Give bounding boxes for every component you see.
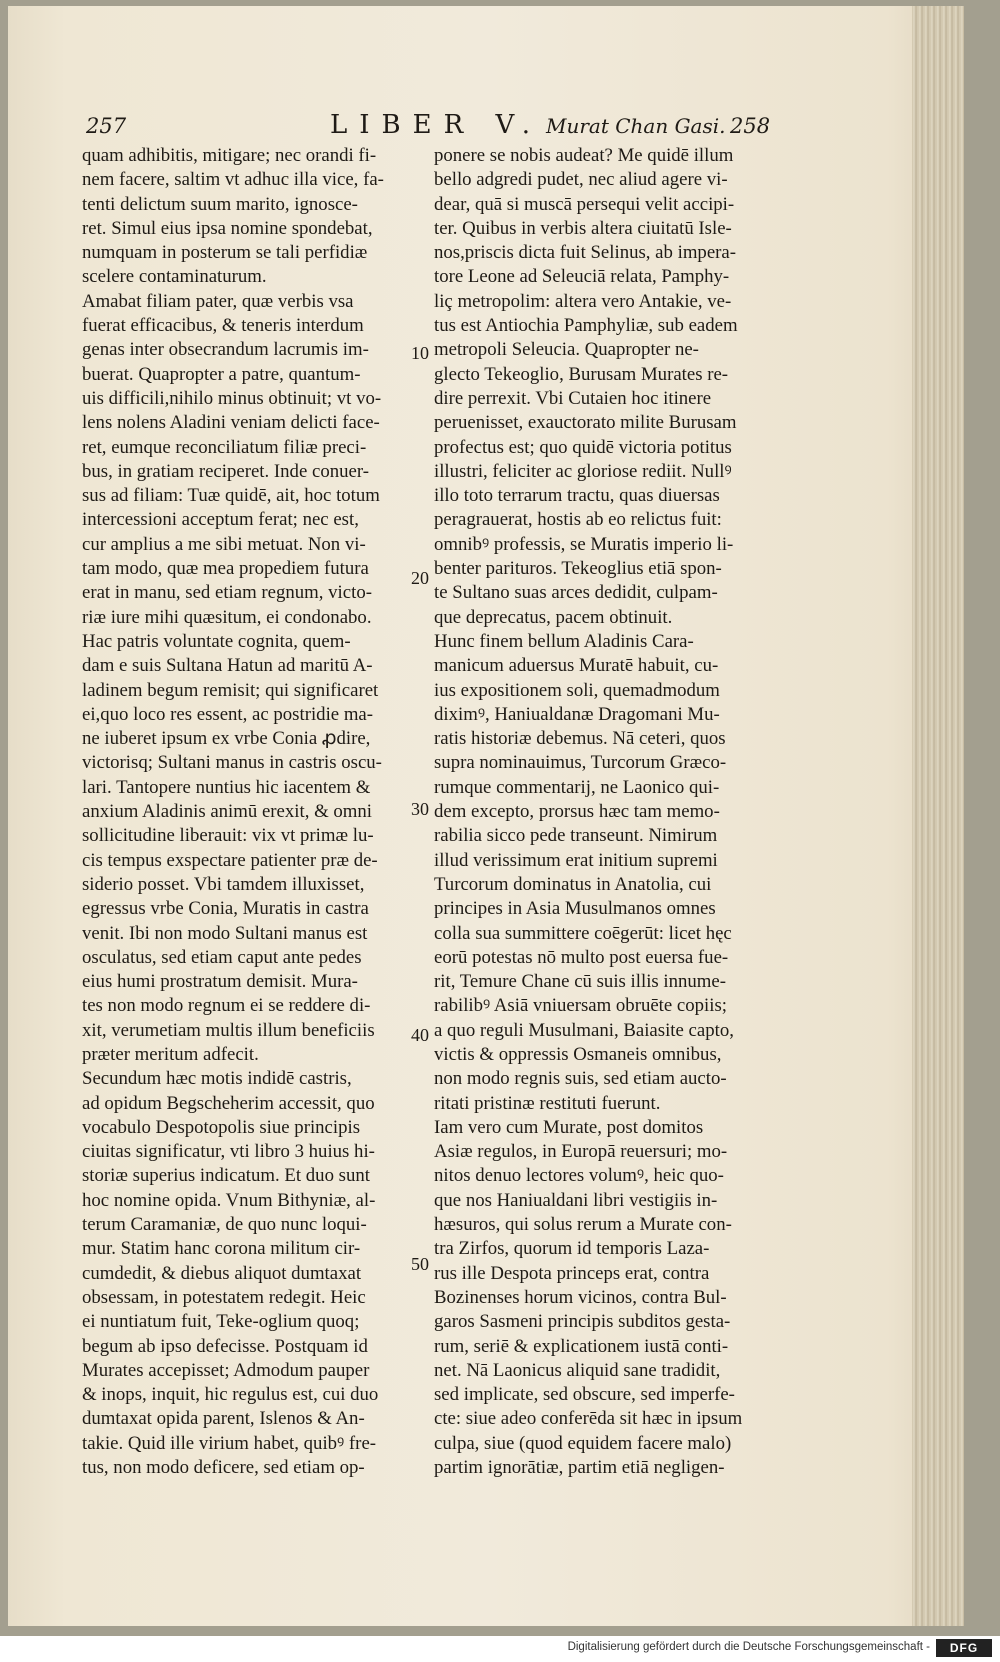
text-line: ratis historiæ debemus. Nā ceteri, quos — [434, 728, 726, 750]
text-line: rus ille Despota princeps erat, contra — [434, 1262, 710, 1284]
text-line: Iam vero cum Murate, post domitos — [434, 1116, 704, 1138]
chapter-title: Murat Chan Gasi. — [546, 114, 726, 138]
text-line: sus ad filiam: Tuæ quidē, ait, hoc totum — [82, 485, 380, 507]
line-number: 20 — [411, 568, 429, 588]
text-line: Hunc finem bellum Aladinis Cara- — [434, 630, 694, 652]
text-line: eius humi prostratum demisit. Mura- — [82, 971, 358, 993]
text-line: mur. Statim hanc corona militum cir- — [82, 1238, 361, 1260]
text-line: diximꝰ, Haniualdanæ Dragomani Mu- — [434, 703, 720, 725]
dfg-logo: DFG — [936, 1639, 992, 1657]
text-line: ter. Quibus in verbis altera ciuitatū Isle- — [434, 217, 732, 239]
text-line: hæsuros, qui solus rerum a Murate con- — [434, 1214, 732, 1236]
text-line: genas inter obsecrandum lacrumis im- — [82, 339, 369, 361]
text-line: principes in Asia Musulmanos omnes — [434, 898, 716, 920]
text-line: rabilibꝰ Asiā vniuersam obruēte copiis; — [434, 995, 728, 1017]
line-number: 30 — [411, 799, 429, 819]
text-line: rabilia sicco pede transeunt. Nimirum — [434, 825, 718, 847]
text-line: ei,quo loco res essent, ac postridie ma- — [82, 703, 374, 725]
text-line: erat in manu, sed etiam regnum, victo- — [82, 582, 372, 604]
text-line: tra Zirfos, quorum id temporis Laza- — [434, 1238, 710, 1260]
text-line: rum, seriē & explicationem iustā conti- — [434, 1335, 729, 1357]
text-line: rit, Temure Chane cū suis illis innume- — [434, 971, 727, 993]
text-line: garos Sasmeni principis subditos gesta- — [434, 1311, 731, 1333]
text-line: glecto Tekeoglio, Burusam Murates re- — [434, 363, 729, 385]
text-line: venit. Ibi non modo Sultani manus est — [82, 922, 368, 944]
text-line: cur amplius a me sibi metuat. Non vi- — [82, 533, 366, 555]
text-line: que deprecatus, pacem obtinuit. — [434, 606, 673, 628]
text-line: ret, eumque reconciliatum filiæ preci- — [82, 436, 367, 458]
text-line: lens nolens Aladini veniam delicti face- — [82, 412, 380, 434]
book-page — [8, 6, 964, 1626]
text-line: takie. Quid ille virium habet, quibꝰ fre- — [82, 1432, 377, 1454]
text-line: ladinem begum remisit; qui significaret — [82, 679, 379, 701]
text-line: ciuitas significatur, vti libro 3 huius hi- — [82, 1141, 375, 1163]
text-line: tam modo, quæ mea propediem futura — [82, 558, 369, 580]
text-line: ret. Simul eius ipsa nomine spondebat, — [82, 217, 373, 239]
text-line: nos,priscis dicta fuit Selinus, ab impera- — [434, 242, 737, 264]
line-number: 50 — [411, 1254, 429, 1274]
line-number: 40 — [411, 1025, 429, 1045]
text-line: peragrauerat, hostis ab eo relictus fuit: — [434, 509, 722, 531]
text-line: Murates accepisset; Admodum pauper — [82, 1359, 370, 1381]
text-line: obsessam, in potestatem redegit. Heic — [82, 1286, 366, 1308]
text-line: victorisq; Sultani manus in castris oscu- — [82, 752, 382, 774]
text-line: peruenisset, exauctorato milite Burusam — [434, 412, 737, 434]
text-line: Bozinenses horum vicinos, contra Bul- — [434, 1286, 727, 1308]
text-line: fuerat efficacibus, & teneris interdum — [82, 315, 364, 337]
text-line: vocabulo Despotopolis siue principis — [82, 1116, 361, 1138]
right-folio: 258 — [730, 114, 771, 138]
text-line: a quo reguli Musulmani, Baiasite capto, — [434, 1019, 734, 1041]
text-line: Asiæ regulos, in Europā reuersuri; mo- — [434, 1141, 728, 1163]
text-line: cte: siue adeo conferēda sit hæc in ipsum — [434, 1408, 743, 1430]
text-line: nitos denuo lectores volumꝰ, heic quo- — [434, 1165, 724, 1187]
text-line: partim ignorātiæ, partim etiā negligen- — [434, 1457, 725, 1479]
text-line: illo toto terrarum tractu, quas diuersas — [434, 485, 720, 507]
text-line: siderio posset. Vbi tamdem illuxisset, — [82, 873, 365, 895]
text-line: liç metropolim: altera vero Antakie, ve- — [434, 290, 732, 312]
text-line: non modo regnis suis, sed etiam aucto- — [434, 1068, 727, 1090]
text-line: hoc nomine opida. Vnum Bithyniæ, al- — [82, 1189, 376, 1211]
text-line: Amabat filiam pater, quæ verbis vsa — [82, 290, 354, 312]
right-text-column — [434, 144, 764, 1480]
text-line: terum Caramaniæ, de quo nunc loqui- — [82, 1214, 367, 1236]
text-line: net. Nā Laonicus aliquid sane tradidit, — [434, 1359, 721, 1381]
text-line: cumdedit, & diebus aliquot dumtaxat — [82, 1262, 362, 1284]
text-line: quam adhibitis, mitigare; nec orandi fi- — [82, 145, 377, 166]
text-line: dumtaxat opida parent, Islenos & An- — [82, 1408, 365, 1430]
text-line: Turcorum dominatus in Anatolia, cui — [434, 873, 712, 895]
text-line: eorū potestas nō multo post euersa fue- — [434, 946, 729, 968]
text-line: culpa, siue (quod equidem facere malo) — [434, 1432, 732, 1454]
text-line: illustri, feliciter ac gloriose rediit. Nullꝰ — [434, 460, 732, 482]
text-line: egressus vrbe Conia, Muratis in castra — [82, 898, 369, 920]
text-line: metropoli Seleucia. Quapropter ne- — [434, 339, 699, 361]
line-number: 10 — [411, 343, 429, 363]
funding-credit: Digitalisierung gefördert durch die Deutsche Forschungsgemeinschaft - — [567, 1641, 930, 1653]
running-head — [80, 110, 780, 146]
text-line: sed implicate, sed obscure, sed imperfe- — [434, 1384, 735, 1406]
text-line: omnibꝰ professis, se Muratis imperio li- — [434, 533, 734, 555]
text-line: benter parituros. Tekeoglius etiā spon- — [434, 558, 722, 580]
text-line: cis tempus exspectare patienter præ de- — [82, 849, 378, 871]
text-line: storiæ superius indicatum. Et duo sunt — [82, 1165, 370, 1187]
text-line: bello adgredi pudet, nec aliud agere vi- — [434, 169, 728, 191]
text-line: tus, non modo deficere, sed etiam op- — [82, 1457, 365, 1479]
text-line: te Sultano suas arces dedidit, culpam- — [434, 582, 718, 604]
text-line: que nos Haniualdani libri vestigiis in- — [434, 1189, 718, 1211]
text-line: ne iuberet ipsum ex vrbe Conia ꝓdire, — [82, 728, 371, 750]
text-line: dire perrexit. Vbi Cutaien hoc itinere — [434, 387, 712, 409]
text-line: dear, quā si muscā persequi velit accipi- — [434, 193, 735, 215]
text-line: manicum aduersus Muratē habuit, cu- — [434, 655, 719, 677]
text-line: profectus est; quo quidē victoria potitus — [434, 436, 732, 458]
text-line: colla sua summittere coēgerūt: licet hęc — [434, 922, 732, 944]
text-line: illud verissimum erat initium supremi — [434, 849, 718, 871]
text-line: intercessioni acceptum ferat; nec est, — [82, 509, 359, 531]
text-line: scelere contaminaturum. — [82, 266, 267, 288]
text-line: xit, verumetiam multis illum beneficiis — [82, 1019, 375, 1041]
text-line: Hac patris voluntate cognita, quem- — [82, 630, 351, 652]
footer-bar — [0, 1636, 1000, 1662]
text-line: numquam in posterum se tali perfidiæ — [82, 242, 368, 264]
text-line: dem excepto, prorsus hæc tam memo- — [434, 801, 720, 823]
text-line: ad opidum Begscheherim accessit, quo — [82, 1092, 375, 1114]
text-line: anxium Aladinis animū erexit, & omni — [82, 801, 373, 823]
text-line: ius expositionem soli, quemadmodum — [434, 679, 720, 701]
text-line: tore Leone ad Seleuciā relata, Pamphy- — [434, 266, 730, 288]
text-line: præter meritum adfecit. — [82, 1043, 259, 1065]
text-line: supra nominauimus, Turcorum Græco- — [434, 752, 727, 774]
text-line: ponere se nobis audeat? Me quidē illum — [434, 145, 734, 166]
text-line: bus, in gratiam reciperet. Inde conuer- — [82, 460, 369, 482]
text-line: begum ab ipso defecisse. Postquam id — [82, 1335, 368, 1357]
text-line: sollicitudine liberauit: vix vt primæ lu- — [82, 825, 374, 847]
page-edge — [912, 6, 964, 1626]
text-line: riæ iure mihi quæsitum, ei condonabo. — [82, 606, 372, 628]
text-line: uis difficili,nihilo minus obtinuit; vt vo- — [82, 387, 382, 409]
left-folio: 257 — [86, 114, 127, 138]
text-line: lari. Tantopere nuntius hic iacentem & — [82, 776, 371, 798]
text-line: ei nuntiatum fuit, Teke-oglium quoq; — [82, 1311, 360, 1333]
text-line: dam e suis Sultana Hatun ad maritū A- — [82, 655, 373, 677]
text-line: & inops, inquit, hic regulus est, cui duo — [82, 1384, 379, 1406]
text-line: tes non modo regnum ei se reddere di- — [82, 995, 371, 1017]
text-line: rumque commentarij, ne Laonico qui- — [434, 776, 720, 798]
text-line: buerat. Quapropter a patre, quantum- — [82, 363, 361, 385]
text-line: tenti delictum suum marito, ignosce- — [82, 193, 358, 215]
text-line: victis & oppressis Osmaneis omnibus, — [434, 1043, 722, 1065]
text-line: osculatus, sed etiam caput ante pedes — [82, 946, 362, 968]
text-line: ritati pristinæ restituti fuerunt. — [434, 1092, 661, 1114]
text-line: tus est Antiochia Pamphyliæ, sub eadem — [434, 315, 738, 337]
left-text-column — [82, 144, 412, 1480]
book-title: LIBER V. — [330, 110, 542, 140]
text-line: Secundum hæc motis indidē castris, — [82, 1068, 352, 1090]
text-line: nem facere, saltim vt adhuc illa vice, fa- — [82, 169, 384, 191]
